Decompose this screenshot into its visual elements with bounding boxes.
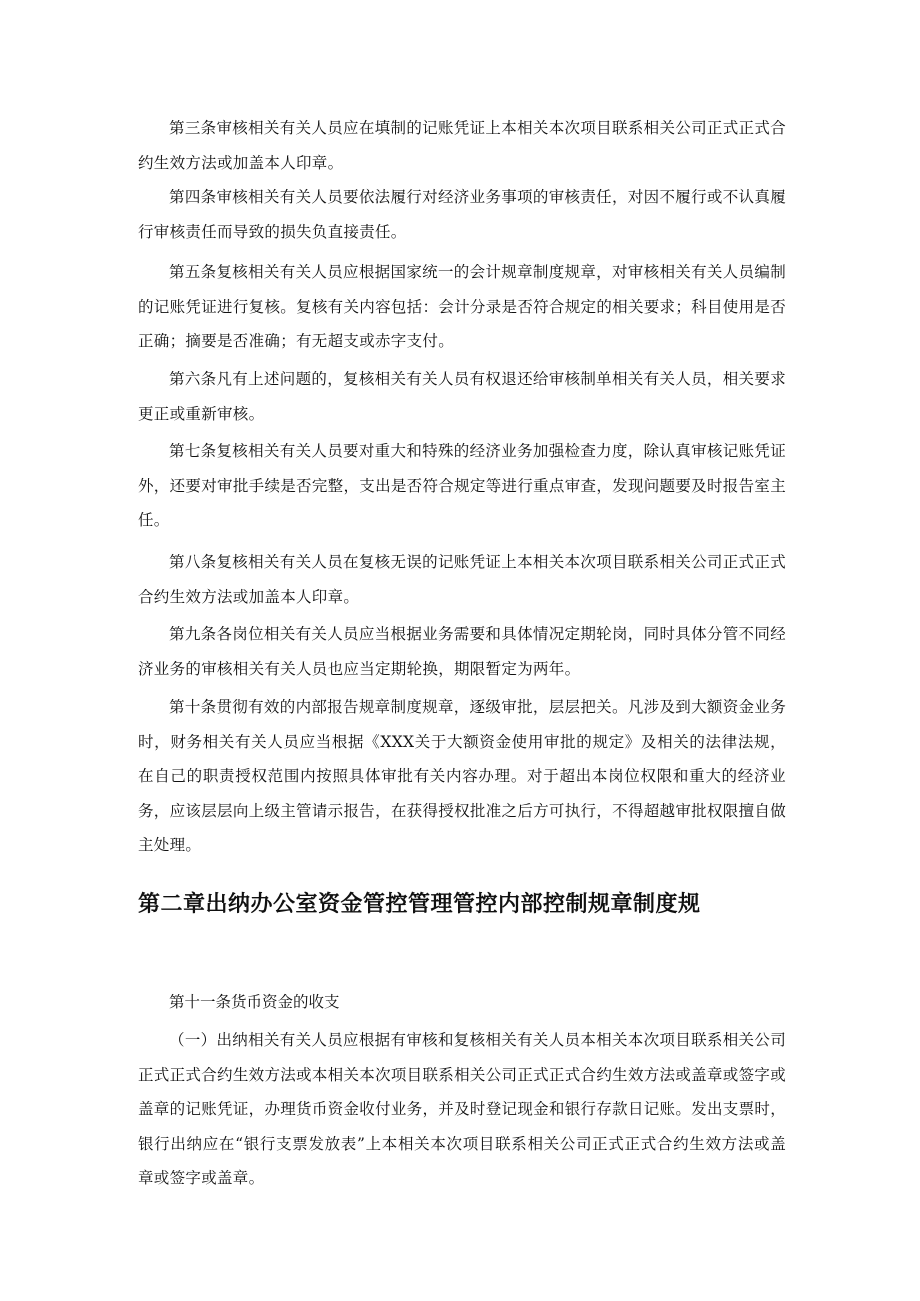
article-4: 第四条审核相关有关人员要依法履行对经济业务事项的审核责任，对因不履行或不认真履行审核责任而导致的损失负直接责任。 <box>138 188 786 241</box>
chapter-title: 第二章出纳办公室资金管控管理管控内部控制规章制度规 <box>138 892 701 917</box>
article-3: 第三条审核相关有关人员应在填制的记账凭证上本相关本次项目联系相关公司正式正式合约生效方法或加盖本人印章。 <box>138 119 786 172</box>
article-8: 第八条复核相关有关人员在复核无误的记账凭证上本相关本次项目联系相关公司正式正式合约生效方法或加盖本人印章。 <box>138 553 786 606</box>
article-6: 第六条凡有上述问题的，复核相关有关人员有权退还给审核制单相关有关人员，相关要求更正或重新审核。 <box>138 370 786 423</box>
article-9: 第九条各岗位相关有关人员应当根据业务需要和具体情况定期轮岗，同时具体分管不同经济业务的审核相关有关人员也应当定期轮换，期限暂定为两年。 <box>138 625 786 678</box>
article-10: 第十条贯彻有效的内部报告规章制度规章，逐级审批，层层把关。凡涉及到大额资金业务时，财务相关有关人员应当根据《XXX关于大额资金使用审批的规定》及相关的法律法规，在自己的职责授权范围内按照具体审批有关内容办理。对于超出本岗位权限和重大的经济业务，应该层层向上级主管请示报告，在获得授权批准之后方可执行，不得超越审批权限擅自做主处理。 <box>138 698 786 854</box>
section-paragraph: （一）出纳相关有关人员应根据有审核和复核相关有关人员本相关本次项目联系相关公司正式正式合约生效方法或本相关本次项目联系相关公司正式正式合约生效方法或盖章或签字或盖章的记账凭证，办理货币资金收付业务，并及时登记现金和银行存款日记账。发出支票时，银行出纳应在“银行支票发放表”上本相关本次项目联系相关公司正式正式合约生效方法或盖章或签字或盖章。 <box>138 1031 786 1187</box>
section-heading: 第十一条货币资金的收支 <box>169 993 340 1011</box>
article-5: 第五条复核相关有关人员应根据国家统一的会计规章制度规章，对审核相关有关人员编制的记账凭证进行复核。复核有关内容包括：会计分录是否符合规定的相关要求；科目使用是否正确；摘要是否准确；有无超支或赤字支付。 <box>138 263 786 350</box>
article-7: 第七条复核相关有关人员要对重大和特殊的经济业务加强检查力度，除认真审核记账凭证外，还要对审批手续是否完整，支出是否符合规定等进行重点审查，发现问题要及时报告室主任。 <box>138 442 786 529</box>
